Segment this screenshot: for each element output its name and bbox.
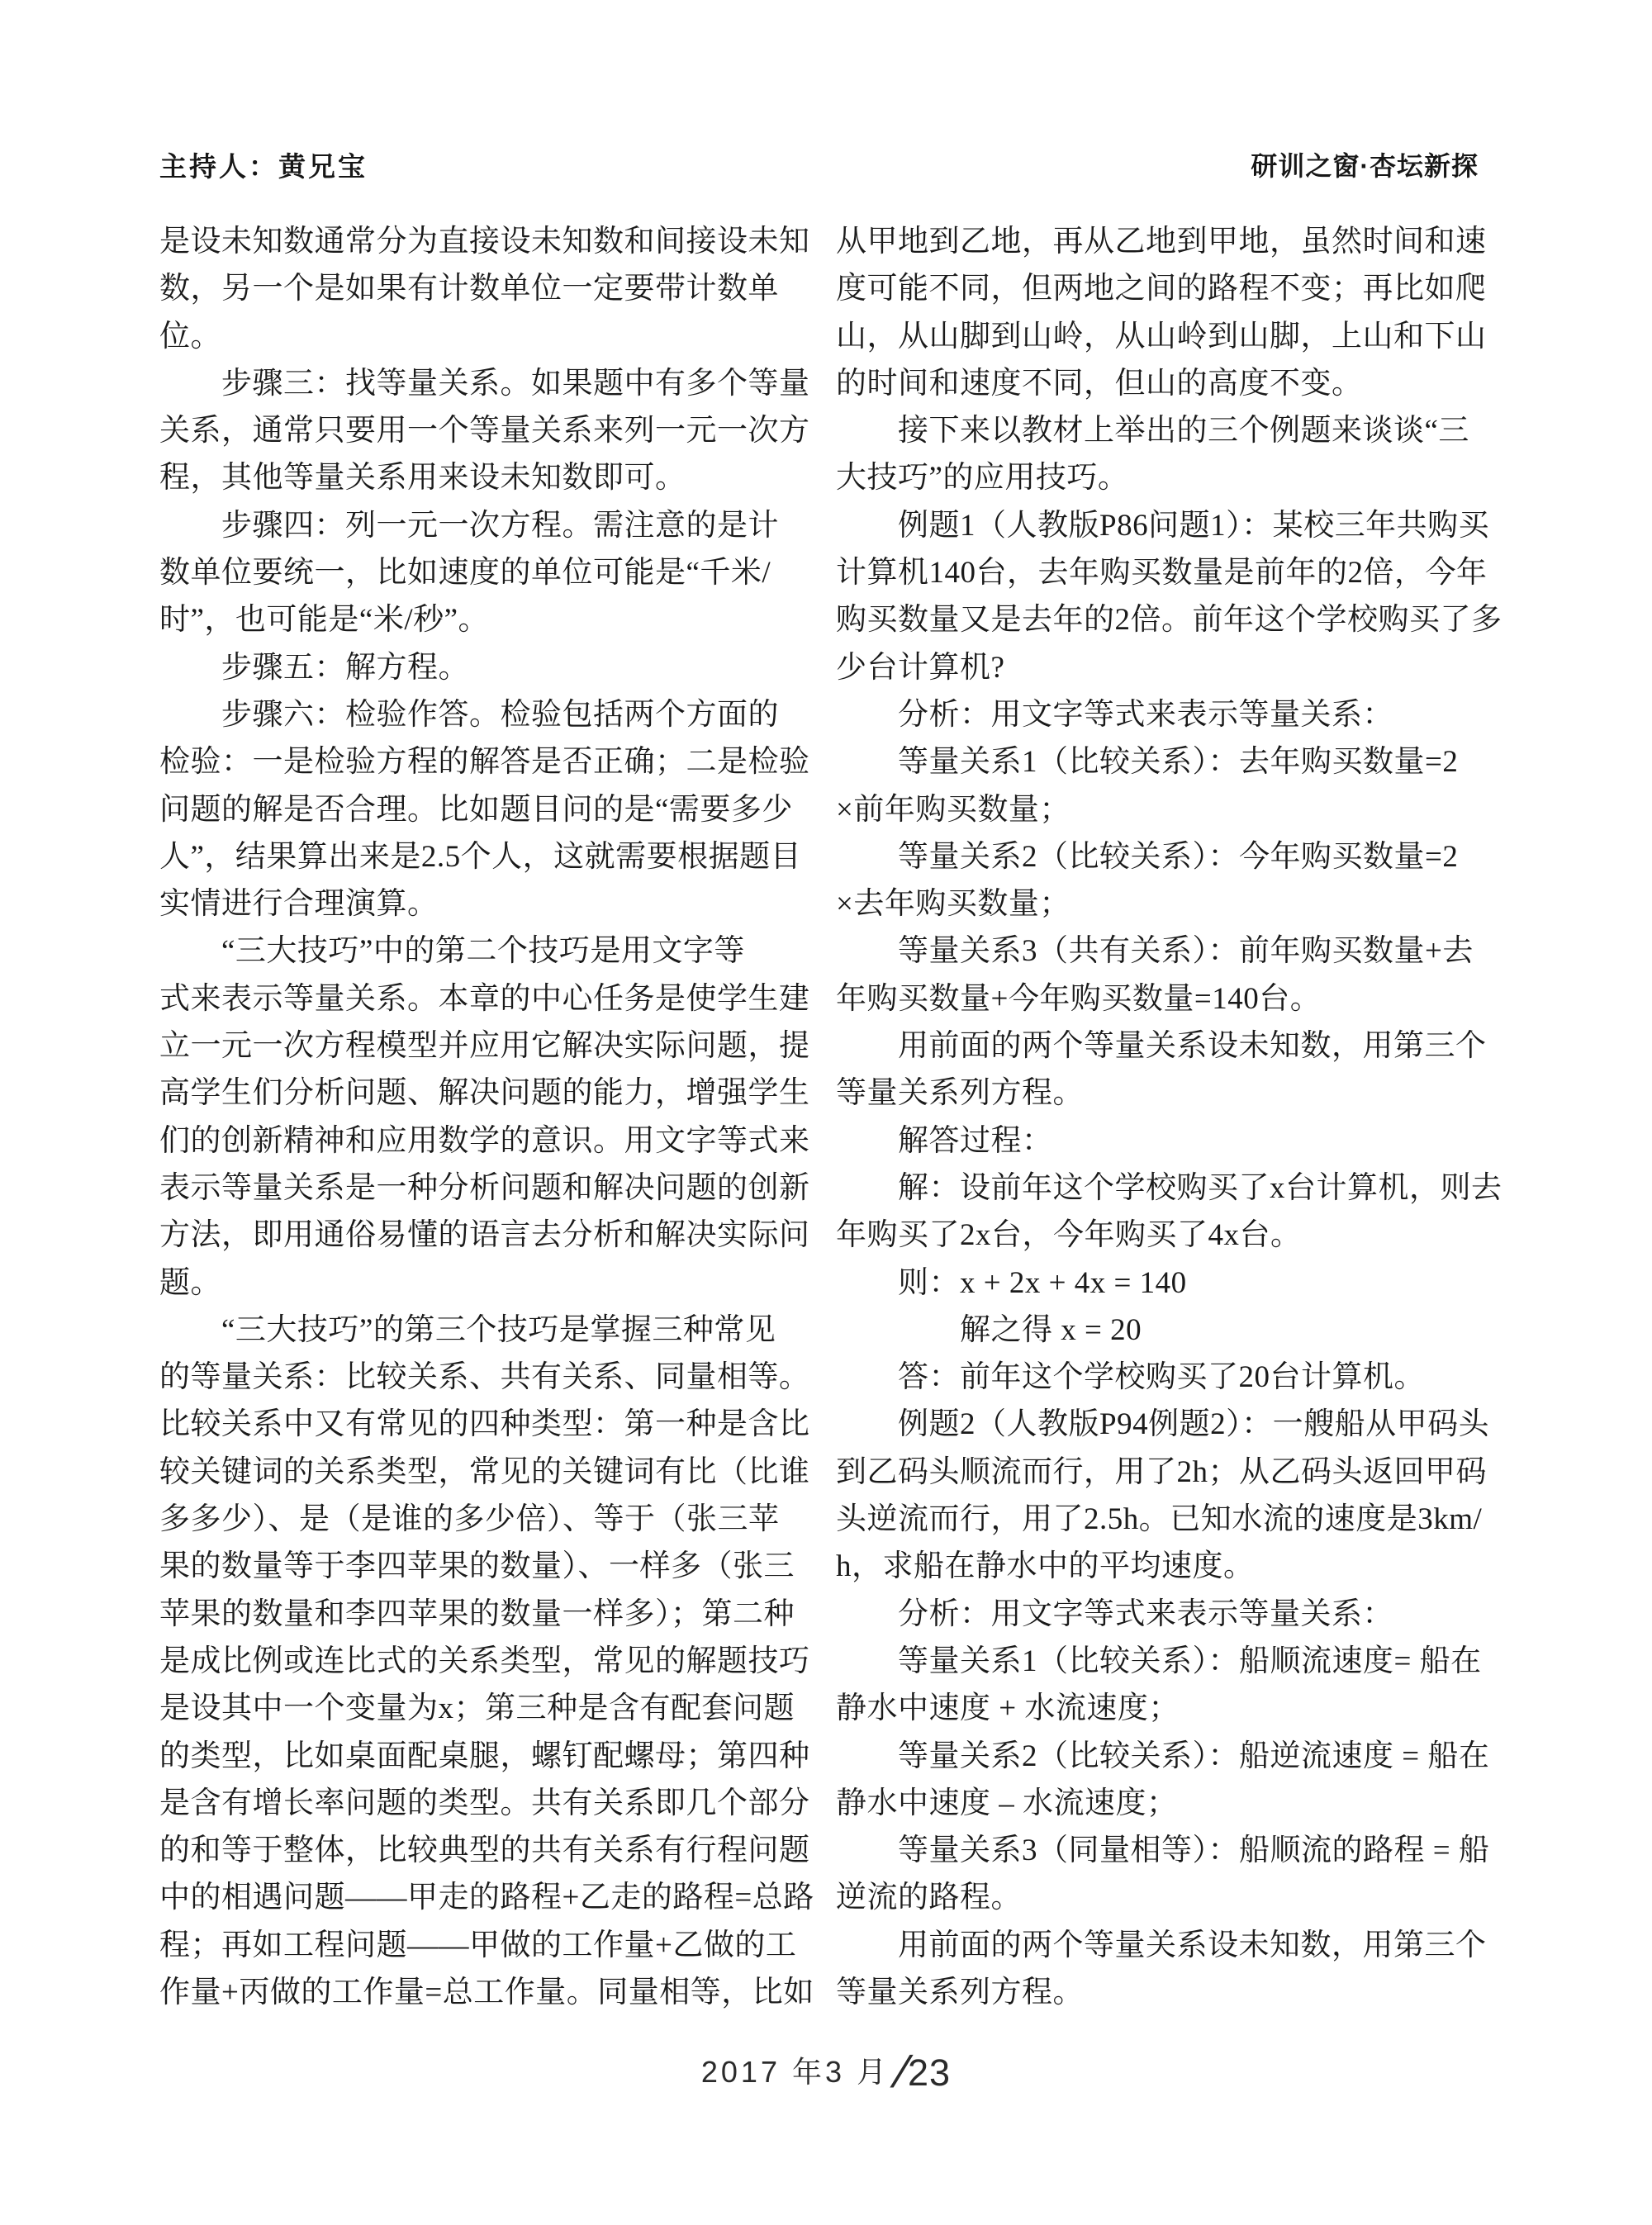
text-line: 答：前年这个学校购买了20台计算机。 (836, 1360, 1425, 1395)
text-line: 问题的解是否合理。比如题目问的是“需要多少 (159, 792, 793, 827)
text-line: 少台计算机? (836, 650, 1005, 685)
text-line: 步骤五：解方程。 (159, 650, 469, 685)
text-line: 数，另一个是如果有计数单位一定要带计数单 (159, 272, 779, 306)
text-line: 程；再如工程问题——甲做的工作量+乙做的工 (159, 1928, 797, 1962)
text-line: 逆流的路程。 (836, 1881, 1022, 1915)
text-line: 大技巧”的应用技巧。 (836, 461, 1129, 496)
text-line: 等量关系列方程。 (836, 1975, 1084, 2009)
text-line: 立一元一次方程模型并应用它解决实际问题，提 (159, 1029, 810, 1064)
text-line: ×前年购买数量； (836, 792, 1070, 827)
text-line: 等量关系列方程。 (836, 1076, 1084, 1111)
text-line: 山，从山脚到山岭，从山岭到山脚，上山和下山 (836, 319, 1487, 353)
text-line: 位。 (159, 319, 221, 353)
text-line: 苹果的数量和李四苹果的数量一样多）；第二种 (159, 1596, 795, 1631)
text-line: 分析：用文字等式来表示等量关系： (836, 697, 1393, 732)
text-line: 的和等于整体，比较典型的共有关系有行程问题 (159, 1834, 810, 1868)
text-line: 作量+丙做的工作量=总工作量。同量相等，比如 (159, 1975, 814, 2009)
text-line: 高学生们分析问题、解决问题的能力，增强学生 (159, 1076, 810, 1111)
text-line: 实情进行合理演算。 (159, 887, 439, 922)
text-line: 购买数量又是去年的2倍。前年这个学校购买了多 (836, 603, 1502, 638)
text-line: 方法，即用通俗易懂的语言去分析和解决实际问 (159, 1218, 810, 1253)
text-line: 果的数量等于李四苹果的数量）、一样多（张三 (159, 1549, 795, 1584)
text-line: 是设未知数通常分为直接设未知数和间接设未知 (159, 225, 810, 259)
text-line: 到乙码头顺流而行，用了2h；从乙码头返回甲码 (836, 1454, 1487, 1489)
text-line: “三大技巧”的第三个技巧是掌握三种常见 (159, 1312, 776, 1347)
text-line: 等量关系1（比较关系）：去年购买数量=2 (836, 745, 1459, 780)
text-line: 检验：一是检验方程的解答是否正确；二是检验 (159, 745, 810, 780)
text-line: 头逆流而行，用了2.5h。已知水流的速度是3km/ (836, 1502, 1483, 1537)
text-line: 静水中速度 + 水流速度； (836, 1691, 1180, 1726)
text-line: 题。 (159, 1265, 221, 1300)
text-line: 步骤六：检验作答。检验包括两个方面的 (159, 697, 779, 732)
text-line: 中的相遇问题——甲走的路程+乙走的路程=总路 (159, 1881, 814, 1915)
page-number: 23 (908, 2052, 952, 2094)
text-line: 用前面的两个等量关系设未知数，用第三个 (836, 1928, 1487, 1962)
text-line: 数单位要统一，比如速度的单位可能是“千米/ (159, 556, 771, 591)
right-text-column (836, 218, 1502, 2016)
text-line: 则：x + 2x + 4x = 140 (836, 1265, 1187, 1300)
text-line: 的等量关系：比较关系、共有关系、同量相等。 (159, 1360, 810, 1395)
text-line: 关系，通常只要用一个等量关系来列一元一次方 (159, 414, 810, 448)
text-line: 等量关系2（比较关系）：船逆流速度 = 船在 (836, 1739, 1490, 1773)
text-line: 程，其他等量关系用来设未知数即可。 (159, 461, 686, 496)
text-line: h，求船在静水中的平均速度。 (836, 1549, 1255, 1584)
page-footer (0, 2047, 1652, 2098)
text-line: 表示等量关系是一种分析问题和解决问题的创新 (159, 1170, 810, 1205)
text-line: 是设其中一个变量为x；第三种是含有配套问题 (159, 1691, 795, 1726)
text-line: 例题1（人教版P86问题1）：某校三年共购买 (836, 508, 1490, 543)
left-text-column (159, 218, 819, 2016)
text-line: 静水中速度 – 水流速度； (836, 1786, 1178, 1820)
text-line: 的类型，比如桌面配桌腿，螺钉配螺母；第四种 (159, 1739, 810, 1773)
text-line: 解答过程： (836, 1123, 1053, 1158)
text-line: 是成比例或连比式的关系类型，常见的解题技巧 (159, 1644, 810, 1678)
text-line: 从甲地到乙地，再从乙地到甲地，虽然时间和速 (836, 225, 1487, 259)
text-line: “三大技巧”中的第二个技巧是用文字等 (159, 934, 745, 969)
text-line: 解之得 x = 20 (836, 1312, 1142, 1347)
text-line: 年购买了2x台，今年购买了4x台。 (836, 1218, 1302, 1253)
slash-divider: / (890, 2047, 911, 2097)
text-line: 多多少）、是（是谁的多少倍）、等于（张三苹 (159, 1502, 780, 1537)
text-line: 解：设前年这个学校购买了x台计算机，则去 (836, 1170, 1502, 1205)
text-line: 等量关系2（比较关系）：今年购买数量=2 (836, 839, 1459, 874)
text-line: 式来表示等量关系。本章的中心任务是使学生建 (159, 981, 810, 1016)
text-line: 分析：用文字等式来表示等量关系： (836, 1596, 1393, 1631)
text-line: 的时间和速度不同，但山的高度不变。 (836, 366, 1363, 401)
text-line: 较关键词的关系类型，常见的关键词有比（比谁 (159, 1454, 810, 1489)
text-line: 是含有增长率问题的类型。共有关系即几个部分 (159, 1786, 810, 1820)
text-line: ×去年购买数量； (836, 887, 1070, 922)
page-header-section-title: 研训之窗·杏坛新探 (1251, 151, 1479, 181)
text-line: 度可能不同，但两地之间的路程不变；再比如爬 (836, 272, 1487, 306)
text-line: 等量关系3（共有关系）：前年购买数量+去 (836, 934, 1474, 969)
text-line: 步骤三：找等量关系。如果题中有多个等量 (159, 366, 810, 401)
text-line: 计算机140台，去年购买数量是前年的2倍，今年 (836, 556, 1488, 591)
text-line: 人”，结果算出来是2.5个人，这就需要根据题目 (159, 839, 802, 874)
text-line: 时”，也可能是“米/秒”。 (159, 603, 490, 638)
text-line: 步骤四：列一元一次方程。需注意的是计 (159, 508, 779, 543)
text-line: 们的创新精神和应用数学的意识。用文字等式来 (159, 1123, 810, 1158)
issue-date: 2017 年3 月 (700, 2055, 890, 2089)
text-line: 比较关系中又有常见的四种类型：第一种是含比 (159, 1407, 810, 1442)
text-line: 等量关系1（比较关系）：船顺流速度= 船在 (836, 1644, 1482, 1678)
text-line: 例题2（人教版P94例题2）：一艘船从甲码头 (836, 1407, 1490, 1442)
page-header-host-label: 主持人：黄兄宝 (159, 151, 368, 182)
text-line: 等量关系3（同量相等）：船顺流的路程 = 船 (836, 1834, 1490, 1868)
text-line: 用前面的两个等量关系设未知数，用第三个 (836, 1029, 1487, 1064)
text-line: 年购买数量+今年购买数量=140台。 (836, 981, 1322, 1016)
text-line: 接下来以教材上举出的三个例题来谈谈“三 (836, 414, 1469, 448)
